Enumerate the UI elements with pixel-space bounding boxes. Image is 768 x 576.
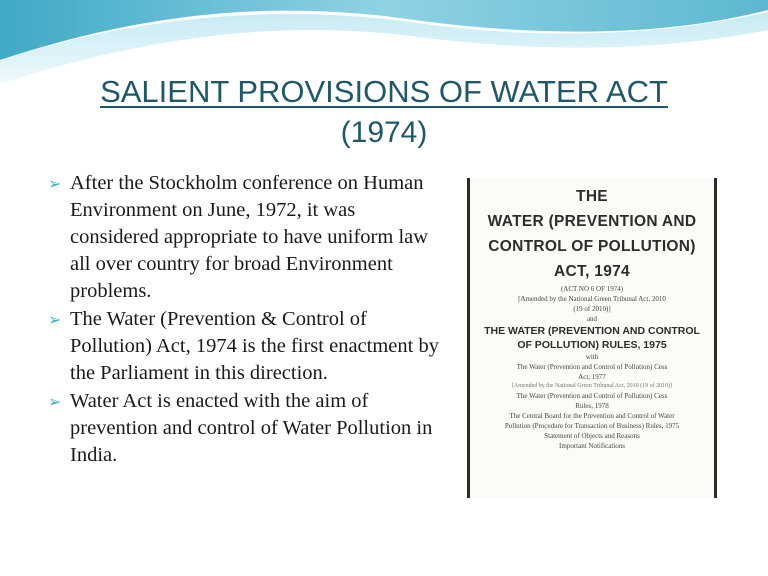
cover-line: The Water (Prevention and Control of Pollution) Cess: [516, 392, 668, 400]
bullet-item: [48, 388, 443, 469]
arrow-bullet-icon: ➢: [48, 174, 62, 193]
bullet-text: After the Stockholm conference on Human Environment on June, 1972, it was considered appropriate to have uniform law all over country for broad Environment problems.: [70, 172, 429, 302]
arrow-bullet-icon: ➢: [48, 310, 62, 329]
arrow-bullet-icon: ➢: [48, 392, 62, 411]
cover-line: WATER (PREVENTION AND: [487, 213, 697, 230]
bullet-item: [48, 306, 443, 387]
cover-line: The Water (Prevention and Control of Pollution) Cess: [516, 363, 668, 371]
cover-line: [Amended by the National Green Tribunal Act, 2010: [518, 295, 666, 303]
bullet-list: [48, 170, 443, 470]
cover-line: Important Notifications: [559, 442, 625, 450]
cover-line: Act, 1977: [578, 373, 606, 381]
bullet-text: Water Act is enacted with the aim of prevention and control of Water Pollution in India.: [70, 390, 433, 466]
bullet-text: The Water (Prevention & Control of Pollution) Act, 1974 is the first enactment by the Parliament in this direction.: [70, 308, 439, 384]
cover-line: Statement of Objects and Reasons: [544, 432, 640, 440]
cover-line: THE: [576, 188, 608, 205]
cover-line: with: [585, 353, 599, 361]
slide-title-text: SALIENT PROVISIONS OF WATER ACT: [100, 74, 668, 109]
cover-line: OF POLLUTION) RULES, 1975: [517, 339, 667, 351]
bullet-item: [48, 170, 443, 305]
cover-line: ACT, 1974: [554, 263, 630, 280]
cover-line: (19 of 2010)]: [573, 305, 611, 313]
cover-line: (ACT NO 6 OF 1974): [560, 285, 624, 293]
slide-title-year: (1974): [340, 116, 428, 149]
cover-line: THE WATER (PREVENTION AND CONTROL: [484, 325, 700, 337]
cover-line: Rules, 1978: [575, 402, 609, 410]
slide-title: [0, 73, 768, 111]
cover-line: CONTROL OF POLLUTION): [488, 238, 696, 255]
cover-line: Pollution (Procedure for Transaction of Business) Rules, 1975: [504, 422, 680, 430]
act-cover-image: [467, 178, 717, 498]
cover-line: [Amended by the National Green Tribunal Act, 2010 (19 of 2010)]: [511, 383, 673, 389]
cover-line: The Central Board for the Prevention and Control of Water: [509, 412, 675, 420]
cover-line: and: [586, 315, 598, 323]
